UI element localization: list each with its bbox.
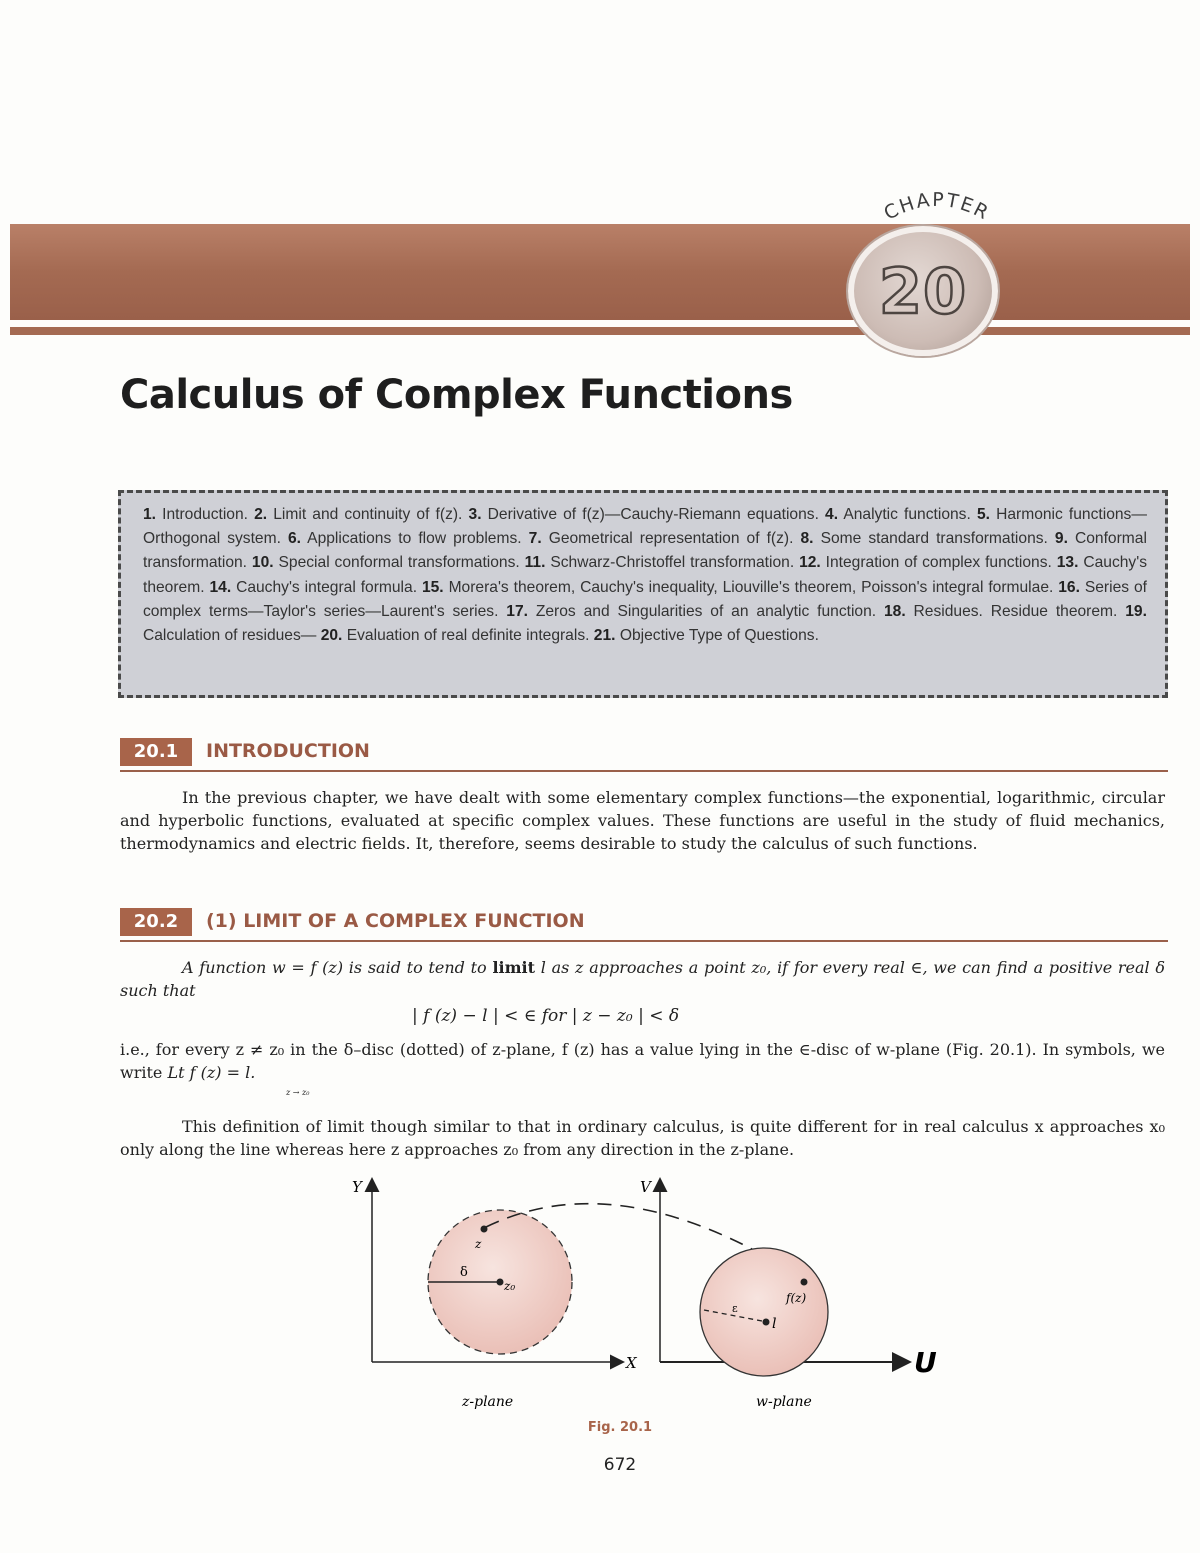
section-heading-limit: [120, 908, 1168, 942]
contents-item-text: Derivative of f(z)—Cauchy-Riemann equations.: [487, 506, 819, 523]
contents-item-text: Limit and continuity of f(z).: [273, 506, 463, 523]
section-title: INTRODUCTION: [206, 740, 370, 762]
chapter-contents: [118, 490, 1168, 698]
definition-part-a: A function w = f (z) is said to tend to: [182, 958, 487, 977]
contents-item-number: 7.: [528, 530, 542, 548]
page-number: 672: [603, 1455, 637, 1475]
contents-item-text: Residues. Residue theorem.: [913, 602, 1118, 620]
u-axis-label: U: [914, 1346, 937, 1379]
contents-item-number: 5.: [976, 506, 990, 523]
contents-item-text: Conformal transformation.: [143, 530, 1147, 572]
z-label: z: [475, 1237, 482, 1251]
fz-label: f(z): [786, 1291, 807, 1305]
contents-item-number: 8.: [800, 530, 814, 548]
contents-item-text: Some standard transformations.: [820, 530, 1048, 548]
contents-item: [422, 579, 1053, 596]
contents-item: [143, 506, 248, 523]
definition-bold-term: limit: [492, 958, 535, 977]
limit-symbol: Lt f (z) = l.: [167, 1063, 256, 1082]
contents-item: [209, 579, 417, 596]
chapter-title: Calculus of Complex Functions: [120, 372, 793, 418]
contents-item-number: 19.: [1125, 602, 1147, 620]
contents-item-number: 17.: [506, 602, 528, 620]
contents-item: [321, 627, 590, 644]
epsilon-label: ε: [732, 1302, 738, 1315]
contents-item-number: 12.: [799, 554, 821, 572]
contents-item-text: Special conformal transformations.: [278, 554, 520, 572]
section-heading-introduction: [120, 738, 1168, 772]
contents-item: [469, 506, 819, 523]
l-label: l: [772, 1316, 777, 1332]
contents-item: [506, 603, 876, 620]
contents-item: [801, 530, 1048, 547]
svg-text:CHAPTER: CHAPTER: [880, 188, 994, 225]
contents-item-number: 3.: [468, 506, 482, 523]
limit-comparison-paragraph: This definition of limit though similar to that in ordinary calculus, is quite different for in real calculus x approaches x₀ only along the line whereas here z approaches z₀ from any direction in the z-plane.: [120, 1117, 1165, 1159]
contents-item-text: Analytic functions.: [843, 506, 971, 523]
limit-formula: | f (z) − l | < ∈ for | z − z₀ | < δ: [412, 1006, 680, 1026]
y-axis-label: Y: [352, 1178, 362, 1196]
contents-item-text: Evaluation of real definite integrals.: [346, 627, 590, 645]
z-plane-label: z-plane: [462, 1394, 514, 1410]
v-axis-label: V: [640, 1178, 651, 1196]
contents-item: [825, 506, 971, 523]
section-number: 20.2: [120, 908, 192, 936]
contents-item-text: Applications to flow problems.: [307, 530, 522, 548]
contents-item-text: Cauchy's theorem.: [143, 554, 1147, 596]
introduction-paragraph: In the previous chapter, we have dealt with some elementary complex functions—the exponential, logarithmic, circular and hyperbolic functions, evaluated at specific complex values. These functions are useful in the study of fluid mechanics, thermodynamics and electric fields. It, therefore, seems desirable to study the calculus of such functions.: [120, 788, 1165, 853]
contents-item-text: Introduction.: [162, 506, 248, 523]
contents-item: [799, 554, 1052, 571]
contents-item-number: 9.: [1054, 530, 1068, 548]
banner-underline: [10, 327, 1190, 335]
contents-item-text: Harmonic functions— Orthogonal system.: [143, 506, 1147, 548]
contents-item: [529, 530, 794, 547]
chapter-badge: [848, 226, 998, 356]
contents-item-text: Integration of complex functions.: [825, 554, 1052, 572]
contents-item: [884, 603, 1117, 620]
definition-part-b: l as z approaches a point z₀, if for every real ∈, we can find a positive real δ such that: [120, 958, 1166, 1000]
limit-subscript: z → z₀: [286, 1088, 310, 1097]
figure-complex-limit: [340, 1172, 960, 1422]
contents-item-number: 11.: [524, 554, 546, 572]
contents-item-text: Cauchy's integral formula.: [236, 578, 418, 596]
limit-explanation: [120, 1038, 1165, 1084]
w-plane-label: w-plane: [756, 1394, 812, 1410]
contents-item-number: 20.: [320, 627, 343, 645]
contents-item-text: Objective Type of Questions.: [619, 627, 819, 645]
chapter-number: 20: [878, 254, 968, 328]
contents-item-text: Zeros and Singularities of an analytic function.: [535, 602, 877, 620]
fz-point: [801, 1279, 808, 1286]
contents-item-text: Schwarz-Christoffel transformation.: [550, 554, 795, 572]
delta-label: δ: [460, 1265, 468, 1280]
contents-item-number: 10.: [251, 554, 274, 572]
section-title: (1) LIMIT OF A COMPLEX FUNCTION: [206, 910, 585, 932]
contents-item-number: 16.: [1058, 578, 1080, 596]
contents-item: [254, 506, 462, 523]
l-point: [763, 1319, 770, 1326]
chapter-banner: [10, 224, 1190, 320]
contents-item: [288, 530, 522, 547]
contents-item-number: 4.: [825, 506, 839, 523]
epsilon-disc: [700, 1248, 828, 1376]
contents-item-number: 2.: [254, 506, 268, 523]
contents-item-number: 21.: [593, 627, 616, 645]
section-number: 20.1: [120, 738, 192, 766]
contents-item: [252, 554, 520, 571]
contents-item-text: Geometrical representation of f(z).: [548, 530, 794, 548]
contents-item: [525, 554, 795, 571]
contents-item-number: 6.: [287, 530, 301, 548]
z0-label: z₀: [504, 1279, 516, 1293]
contents-item-text: Morera's theorem, Cauchy's inequality, Liouville's theorem, Poisson's integral formulae.: [448, 578, 1054, 596]
explanation-text: i.e., for every z ≠ z₀ in the δ–disc (dotted) of z-plane, f (z) has a value lying in the ∈-disc of w-plane (Fig. 20.1). In symbols, we write: [120, 1040, 1165, 1082]
contents-item-number: 18.: [883, 602, 906, 620]
x-axis-label: X: [626, 1354, 637, 1372]
contents-item-text: Calculation of residues—: [143, 627, 317, 645]
contents-item-number: 1.: [143, 506, 157, 523]
contents-item-number: 14.: [209, 578, 232, 596]
contents-item-text: Series of complex terms—Taylor's series—Laurent's series.: [143, 578, 1147, 620]
contents-item-number: 13.: [1056, 554, 1079, 572]
contents-item-number: 15.: [421, 578, 444, 596]
contents-item: [594, 627, 819, 644]
limit-definition: [120, 956, 1165, 1002]
figure-caption: Fig. 20.1: [587, 1420, 653, 1435]
